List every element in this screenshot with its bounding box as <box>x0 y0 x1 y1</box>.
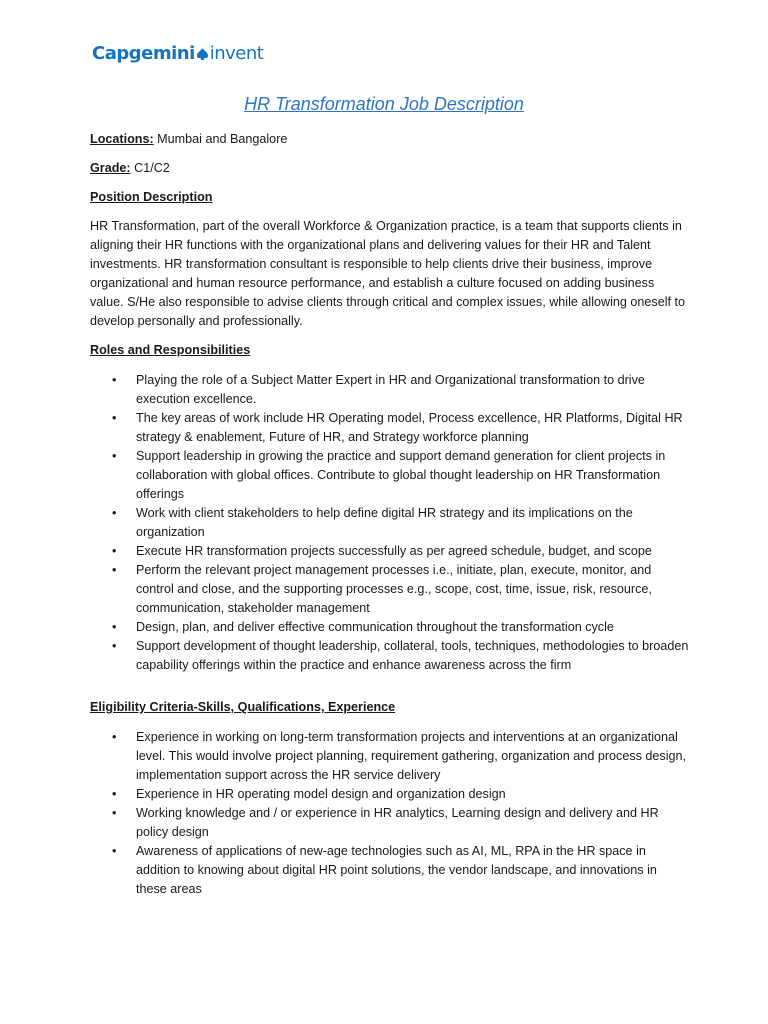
bullet-icon: • <box>112 844 117 858</box>
bullet-icon: • <box>112 411 117 425</box>
bullet-icon: • <box>112 730 117 744</box>
list-item: • Experience in working on long-term transformation projects and interventions at an organizational level. This would involve project planning, requirement gathering, organization and process design, implementation support across the HR service delivery <box>112 730 687 782</box>
bullet-icon: • <box>112 449 117 463</box>
list-item: • Working knowledge and / or experience in HR analytics, Learning design and delivery and HR policy design <box>112 806 659 839</box>
list-item: • Perform the relevant project management processes i.e., initiate, plan, execute, monitor, and control and close, and the supporting processes e.g., scope, cost, time, issue, risk, resource, communication, stakeholder management <box>112 563 652 615</box>
position-heading: Position Description <box>90 190 213 204</box>
list-item: • The key areas of work include HR Operating model, Process excellence, HR Platforms, Digital HR strategy & enablement, Future of HR, and Strategy workforce planning <box>112 411 683 444</box>
bullet-icon: • <box>112 544 117 558</box>
logo-sub-text: invent <box>209 43 264 64</box>
bullet-icon: • <box>112 506 117 520</box>
document-body <box>90 128 690 899</box>
document-title: HR Transformation Job Description <box>244 94 524 114</box>
capgemini-invent-logo <box>92 43 263 64</box>
list-item: • Support leadership in growing the practice and support demand generation for client projects in collaboration with global offices. Contribute to global thought leadership on HR Transformation offerings <box>112 449 666 501</box>
list-item: • Support development of thought leadership, collateral, tools, techniques, methodologies to broaden capability offerings within the practice and enhance awareness across the firm <box>112 639 689 672</box>
bullet-icon: • <box>112 787 117 801</box>
position-description: HR Transformation, part of the overall Workforce & Organization practice, is a team that supports clients in aligning their HR functions with the organizational plans and delivering values for their HR and Talent investments. HR transformation consultant is responsible to help clients drive their business, improve organizational and human resource performance, and establish a culture focused on adding business value. S/He also responsible to advise clients through critical and complex issues, while allowing oneself to develop personally and professionally. <box>90 219 686 328</box>
locations-label: Locations: <box>90 132 154 146</box>
list-item: • Execute HR transformation projects successfully as per agreed schedule, budget, and scope <box>90 542 690 561</box>
logo-brand-text: Capgemini <box>92 43 195 64</box>
bullet-icon: • <box>112 639 117 653</box>
bullet-icon: • <box>112 620 117 634</box>
roles-heading: Roles and Responsibilities <box>90 343 251 357</box>
list-item: • Work with client stakeholders to help define digital HR strategy and its implications on the organization <box>112 506 633 539</box>
grade-label: Grade: <box>90 161 131 175</box>
bullet-icon: • <box>112 563 117 577</box>
locations-value: Mumbai and Bangalore <box>157 132 288 146</box>
list-item: • Awareness of applications of new-age technologies such as AI, ML, RPA in the HR space in addition to knowing about digital HR point solutions, the vendor landscape, and innovations in these areas <box>112 844 657 896</box>
spade-icon <box>196 47 209 61</box>
roles-list <box>90 371 690 675</box>
list-item: • Design, plan, and deliver effective communication throughout the transformation cycle <box>90 618 690 637</box>
grade-value: C1/C2 <box>134 161 170 175</box>
locations-row <box>90 130 690 149</box>
eligibility-heading: Eligibility Criteria-Skills, Qualifications, Experience <box>90 700 396 714</box>
eligibility-list <box>90 728 690 899</box>
list-item: • Playing the role of a Subject Matter Expert in HR and Organizational transformation to drive execution excellence. <box>112 373 645 406</box>
list-item: • Experience in HR operating model design and organization design <box>90 785 690 804</box>
bullet-icon: • <box>112 373 117 387</box>
bullet-icon: • <box>112 806 117 820</box>
grade-row <box>90 159 690 178</box>
